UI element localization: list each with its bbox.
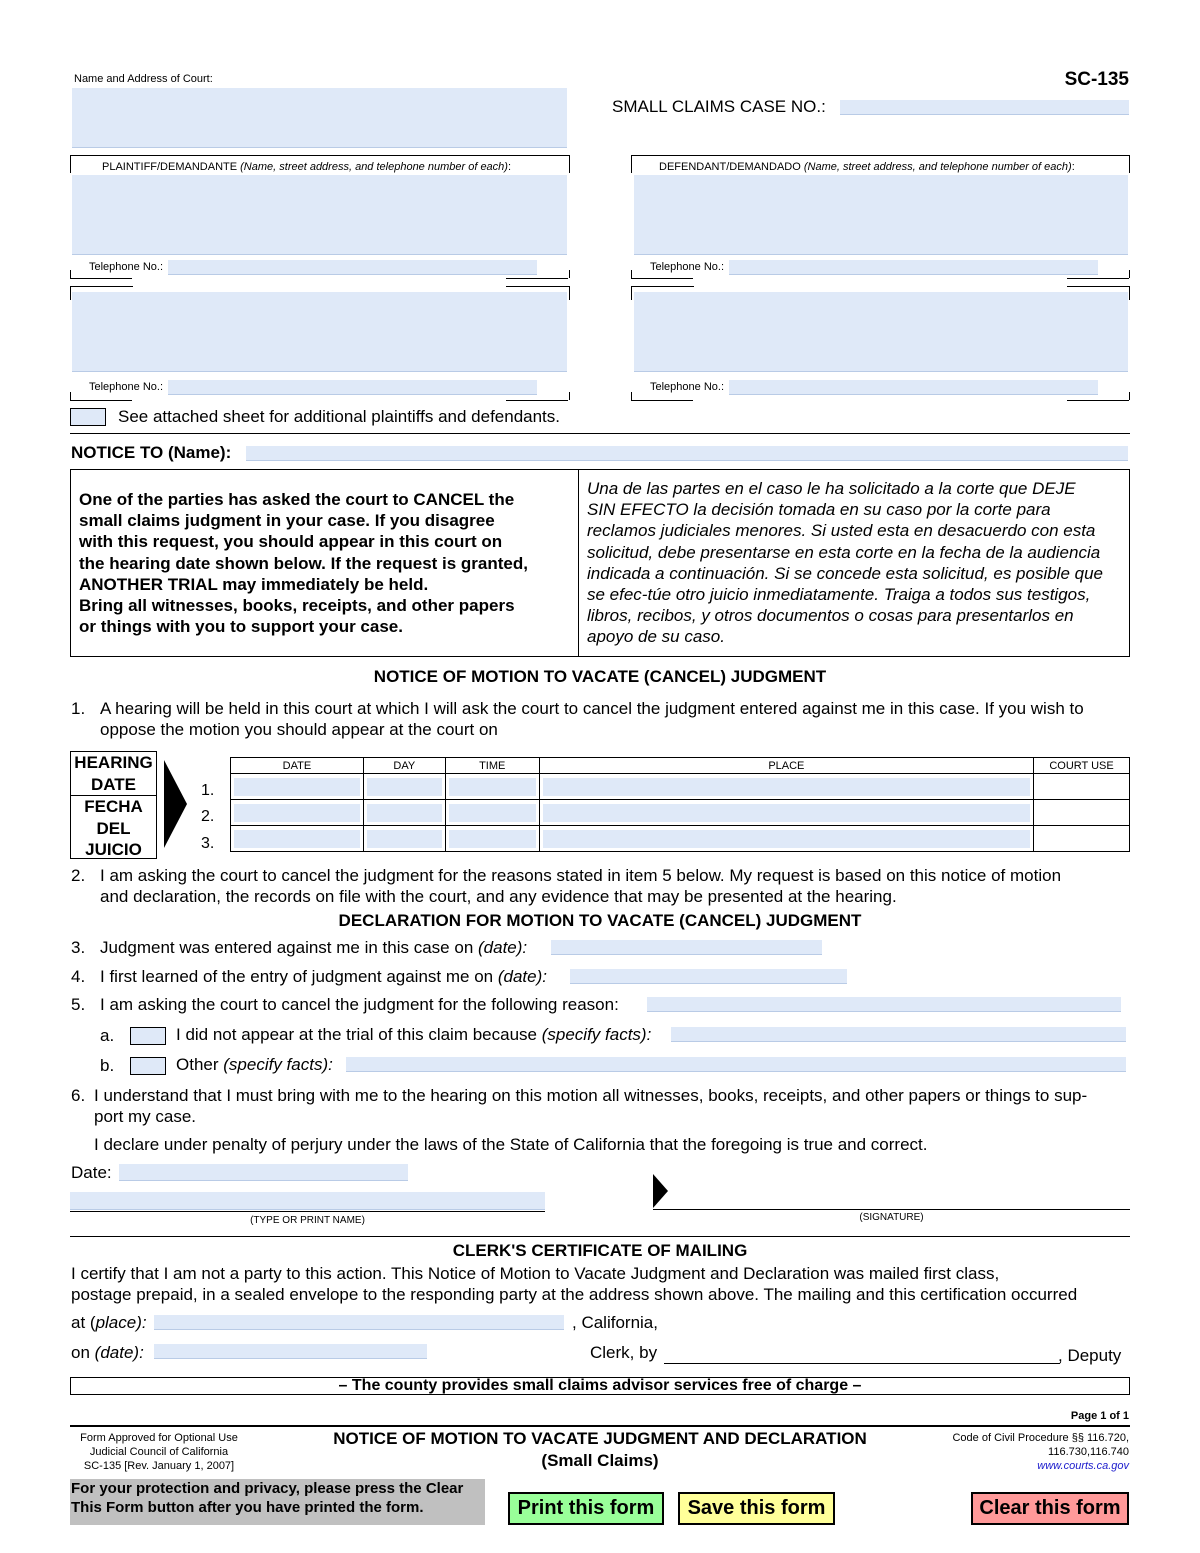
item2-line1: I am asking the court to cancel the judgment for the reasons stated in item 5 below. My request is based on this notice of motion — [100, 866, 1062, 885]
item6-line2: port my case. — [94, 1107, 197, 1126]
item4-num: 4. — [71, 967, 86, 986]
case-number-label: SMALL CLAIMS CASE NO.: — [612, 97, 826, 116]
hearing-3-time-field[interactable] — [449, 830, 536, 848]
plaintiff-label: PLAINTIFF/DEMANDANTE (Name, street address, and telephone number of each): — [102, 161, 512, 173]
defendant-1-phone-label: Telephone No.: — [650, 261, 724, 273]
hearing-2-time-field[interactable] — [449, 804, 536, 822]
clerk-title: CLERK'S CERTIFICATE OF MAILING — [452, 1241, 748, 1260]
footer-code: Code of Civil Procedure §§ 116.720, 116.730,116.740 www.courts.ca.gov — [952, 1432, 1129, 1472]
hearing-1-place-field[interactable] — [543, 778, 1030, 796]
item5a-facts-field[interactable] — [671, 1027, 1126, 1042]
item5a-checkbox[interactable] — [130, 1027, 166, 1045]
item1-line1: A hearing will be held in this court at which I will ask the court to cancel the judgment entered against me in this case. If you wish to — [100, 699, 1084, 718]
hearing-date-label: HEARING DATE FECHA DEL JUICIO — [70, 751, 157, 859]
case-number-field[interactable] — [840, 100, 1129, 115]
declare-text: I declare under penalty of perjury under the laws of the State of California that the foregoing is true and correct. — [94, 1135, 928, 1154]
attached-sheet-checkbox[interactable] — [70, 408, 106, 426]
hearing-1-day-field[interactable] — [367, 778, 442, 796]
plaintiff-2-phone-field[interactable] — [168, 380, 537, 395]
defendant-1-phone-field[interactable] — [729, 260, 1098, 275]
deputy-label: , Deputy — [1058, 1346, 1122, 1365]
california-label: , California, — [572, 1313, 658, 1332]
item3-num: 3. — [71, 938, 86, 957]
item2-line2: and declaration, the records on file with the court, and any evidence that may be presented at the hearing. — [100, 887, 897, 906]
page-number: Page 1 of 1 — [1070, 1410, 1129, 1422]
item2-num: 2. — [71, 866, 86, 885]
hearing-1-court-use — [1034, 774, 1130, 800]
defendant-1-field[interactable] — [634, 175, 1128, 255]
print-form-button[interactable]: Print this form — [508, 1492, 664, 1525]
learned-date-field[interactable] — [570, 969, 847, 984]
item5a-label: I did not appear at the trial of this claim because (specify facts): — [176, 1025, 652, 1044]
arrow-right-icon — [161, 760, 189, 848]
mailing-date-field[interactable] — [154, 1344, 427, 1359]
footer-subtitle: (Small Claims) — [541, 1451, 659, 1470]
table-row — [231, 774, 1130, 800]
form-id: SC-135 — [1064, 69, 1129, 90]
item5b-letter: b. — [100, 1056, 115, 1075]
item3-label: Judgment was entered against me in this case on (date): — [100, 938, 528, 957]
court-label: Name and Address of Court: — [74, 73, 213, 85]
defendant-2-field[interactable] — [634, 292, 1128, 372]
item5b-label: Other (specify facts): — [176, 1055, 333, 1074]
item4-label: I first learned of the entry of judgment against me on (date): — [100, 967, 547, 986]
type-name-label: (TYPE OR PRINT NAME) — [250, 1215, 365, 1226]
clerk-date-label: on (date): — [71, 1343, 144, 1362]
attached-sheet-label: See attached sheet for additional plaintiffs and defendants. — [118, 407, 561, 426]
defendant-2-phone-label: Telephone No.: — [650, 381, 724, 393]
privacy-note: For your protection and privacy, please press the Clear This Form button after you have printed the form. — [70, 1479, 485, 1525]
clerk-place-label: at (place): — [71, 1313, 147, 1332]
date-label: Date: — [71, 1163, 112, 1182]
signature-line — [653, 1209, 1130, 1210]
col-court-use: COURT USE — [1034, 758, 1130, 774]
hearing-2-place-field[interactable] — [543, 804, 1030, 822]
col-time: TIME — [445, 758, 539, 774]
table-row — [231, 800, 1130, 826]
item1-num: 1. — [71, 699, 86, 718]
notice-to-label: NOTICE TO (Name): — [71, 443, 232, 462]
clerk-signature-line — [664, 1363, 1060, 1364]
motion-title: NOTICE OF MOTION TO VACATE (CANCEL) JUDGMENT — [373, 667, 827, 686]
hearing-row-3-label: 3. — [201, 835, 215, 852]
item5a-letter: a. — [100, 1026, 115, 1045]
hearing-1-date-field[interactable] — [234, 778, 360, 796]
type-print-name-field[interactable] — [70, 1192, 545, 1210]
court-name-address-field[interactable] — [72, 88, 567, 148]
clerk-line2: postage prepaid, in a sealed envelope to the responding party at the address shown above. The mailing and this certification occurred — [71, 1285, 1078, 1304]
notice-spanish: Una de las partes en el caso le ha solicitado a la corte que DEJE SIN EFECTO la decisión tomada en su caso por la corte para reclamos judiciales menores. Si usted esta en desacuerdo con esta solicitud, debe presentarse en esta corte en la fecha de la audiencia indicada a continuación. Si se concede esta solicitud, es posible que se efec-túe otro juicio inmediatamente. Traiga a todos sus testigos, libros, recibos, y otros documentos o cosas para presentarlos en apoyo de su caso. — [587, 479, 1104, 647]
advisor-banner: – The county provides small claims advisor services free of charge – — [70, 1377, 1130, 1395]
hearing-3-court-use — [1034, 826, 1130, 852]
plaintiff-1-field[interactable] — [72, 175, 567, 255]
item6-line1: I understand that I must bring with me to the hearing on this motion all witnesses, books, receipts, and other papers or things to sup- — [94, 1086, 1088, 1105]
item6-num: 6. — [71, 1086, 86, 1105]
clear-form-button[interactable]: Clear this form — [971, 1492, 1129, 1525]
hearing-3-place-field[interactable] — [543, 830, 1030, 848]
plaintiff-1-phone-field[interactable] — [168, 260, 537, 275]
footer-form-info: Form Approved for Optional Use Judicial Council of California SC-135 [Rev. January 1, 2007] — [80, 1432, 238, 1472]
col-date: DATE — [231, 758, 364, 774]
hearing-2-court-use — [1034, 800, 1130, 826]
hearing-row-1-label: 1. — [201, 782, 215, 799]
footer-title: NOTICE OF MOTION TO VACATE JUDGMENT AND DECLARATION — [333, 1429, 867, 1448]
hearing-2-day-field[interactable] — [367, 804, 442, 822]
reason-field[interactable] — [647, 997, 1121, 1012]
save-form-button[interactable]: Save this form — [678, 1492, 835, 1525]
hearing-3-day-field[interactable] — [367, 830, 442, 848]
hearing-3-date-field[interactable] — [234, 830, 360, 848]
item1-line2: oppose the motion you should appear at the court on — [100, 720, 498, 739]
judgment-date-field[interactable] — [551, 940, 822, 955]
notice-to-field[interactable] — [246, 446, 1128, 461]
hearing-2-date-field[interactable] — [234, 804, 360, 822]
plaintiff-2-phone-label: Telephone No.: — [89, 381, 163, 393]
item5-num: 5. — [71, 995, 86, 1014]
item5b-checkbox[interactable] — [130, 1057, 166, 1075]
clerk-by-label: Clerk, by — [590, 1343, 658, 1362]
signature-label: (SIGNATURE) — [859, 1212, 924, 1223]
notice-english: One of the parties has asked the court to CANCEL the small claims judgment in your case. If you disagree with this request, you should appear in this court on the hearing date shown below. If the request is granted, ANOTHER TRIAL may immediately be held. Bring all witnesses, books, receipts, and other papers or things with you to support your case. — [79, 490, 528, 637]
hearing-1-time-field[interactable] — [449, 778, 536, 796]
declaration-title: DECLARATION FOR MOTION TO VACATE (CANCEL) JUDGMENT — [338, 911, 862, 930]
hearing-row-2-label: 2. — [201, 808, 215, 825]
mailing-place-field[interactable] — [154, 1315, 564, 1330]
table-row — [231, 826, 1130, 852]
declaration-date-field[interactable] — [119, 1164, 408, 1181]
clerk-line1: I certify that I am not a party to this action. This Notice of Motion to Vacate Judgment and Declaration was mailed first class, — [71, 1264, 1000, 1283]
col-place: PLACE — [539, 758, 1033, 774]
defendant-label: DEFENDANT/DEMANDADO (Name, street address, and telephone number of each): — [659, 161, 1075, 173]
plaintiff-2-field[interactable] — [72, 292, 567, 372]
hearing-table — [230, 757, 1130, 852]
defendant-2-phone-field[interactable] — [729, 380, 1098, 395]
item5b-facts-field[interactable] — [346, 1057, 1126, 1072]
signature-arrow-icon — [653, 1174, 669, 1208]
courts-link[interactable]: www.courts.ca.gov — [1037, 1460, 1129, 1472]
col-day: DAY — [363, 758, 445, 774]
item5-label: I am asking the court to cancel the judgment for the following reason: — [100, 995, 619, 1014]
plaintiff-1-phone-label: Telephone No.: — [89, 261, 163, 273]
